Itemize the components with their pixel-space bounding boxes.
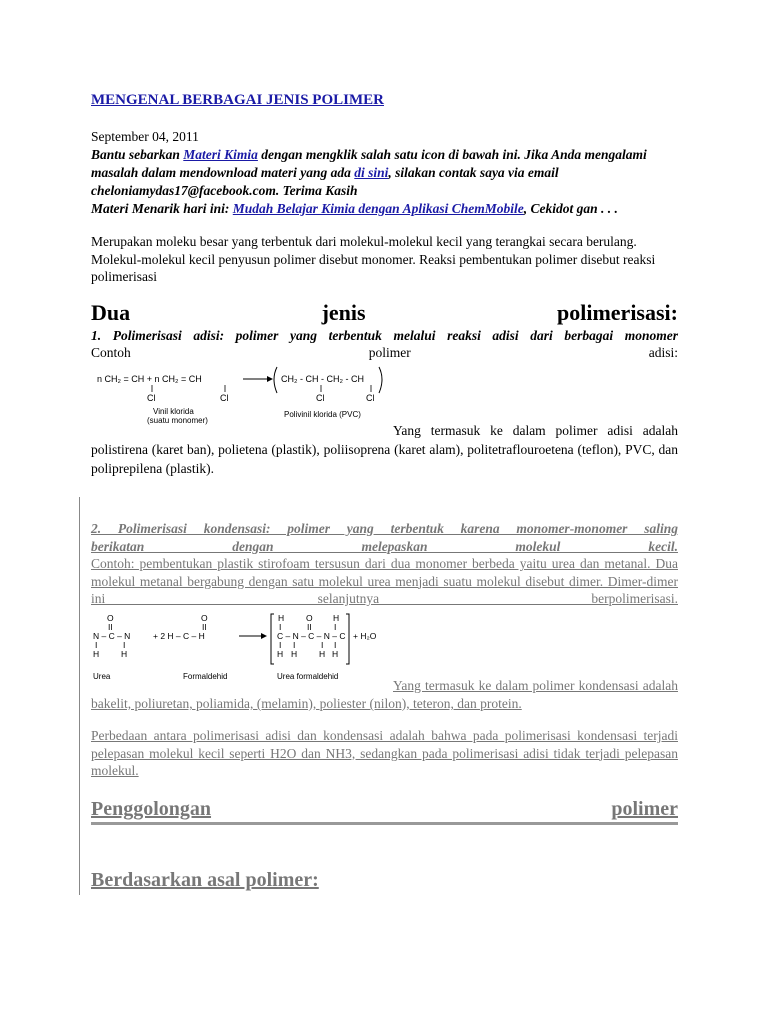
featured-suffix: , Cekidot gan . . . — [523, 201, 618, 216]
di-sini-link[interactable]: di sini — [354, 165, 389, 180]
formaldehid-middle: + 2 H – C – H — [153, 631, 205, 641]
share-notice — [91, 146, 678, 200]
reaction-right: CH₂ - CH - CH₂ - CH — [281, 374, 364, 384]
svg-text:I: I — [334, 640, 337, 650]
bracket-left — [274, 367, 277, 393]
heading-word: Penggolongan — [91, 798, 212, 820]
contoh-word: polimer — [368, 345, 411, 360]
cl-atom: Cl — [316, 393, 325, 403]
heading-word: jenis — [321, 300, 366, 325]
bracket-right — [346, 614, 349, 664]
label-monomer: (suatu monomer) — [147, 416, 208, 425]
post-date: September 04, 2011 — [91, 129, 199, 144]
share-mid: dengan mengklik salah satu icon di bawah ini. Jika Anda mengalami masalah dalam mendownload materi yang ada — [91, 147, 647, 180]
svg-text:O: O — [306, 613, 313, 623]
kondensasi-title-1: 2. Polimerisasi kondensasi: polimer yang terbentuk karena monomer-monomer saling — [91, 521, 678, 536]
svg-text:C – N – C – N – C: C – N – C – N – C — [277, 631, 346, 641]
featured-notice — [91, 200, 678, 218]
svg-text:H: H — [277, 649, 284, 659]
materi-kimia-link[interactable]: Materi Kimia — [183, 147, 258, 162]
label-urea: Urea — [93, 672, 111, 681]
adisi-examples-text: Yang termasuk ke dalam polimer adisi adalah polistirena (karet ban), polietena (plastik), poliisoprena (karet alam), politetraflouroetena (teflon), PVC, dan poliprepilena (plastik). — [91, 423, 678, 476]
heading-penggolongan — [91, 798, 678, 821]
svg-text:N – C – N: N – C – N — [93, 631, 131, 641]
page-title[interactable]: MENGENAL BERBAGAI JENIS POLIMER — [91, 92, 384, 108]
svg-text:II: II — [307, 622, 312, 632]
kondensasi-section — [91, 520, 678, 608]
kondensasi-contoh: Contoh: pembentukan plastik stirofoam tersusun dari dua monomer berbeda yaitu urea dan metanal. Dua molekul metanal bergabung dengan satu molekul urea menjadi suatu molekul disebut dimer. Dimer-dimer ini selanjutnya berpolimerisasi. — [91, 556, 678, 606]
post-meta — [91, 128, 678, 218]
reaction-left: n CH₂ = CH + n CH₂ = CH — [97, 374, 202, 384]
svg-text:I: I — [279, 622, 282, 632]
svg-text:II: II — [108, 622, 113, 632]
urea-structure — [93, 613, 130, 659]
water-product: + H₂O — [353, 631, 377, 641]
cl-atom: Cl — [366, 393, 375, 403]
contoh-adisi-row — [91, 345, 678, 361]
chemmobile-link[interactable]: Mudah Belajar Kimia dengan Aplikasi ChemMobile — [232, 201, 524, 216]
label-urea-formaldehid: Urea formaldehid — [277, 672, 339, 681]
share-suffix: , silakan contak saya via email cheloniamydas17@facebook.com. Terima Kasih — [91, 165, 559, 198]
heading-asal-polimer: Berdasarkan asal polimer: — [91, 869, 319, 891]
svg-text:H: H — [333, 613, 340, 623]
svg-text:I: I — [334, 622, 337, 632]
svg-text:I: I — [293, 640, 296, 650]
svg-text:H: H — [291, 649, 298, 659]
adisi-title: 1. Polimerisasi adisi: polimer yang terbentuk melalui reaksi adisi dari berbagai monomer — [91, 328, 678, 343]
svg-text:I: I — [123, 640, 126, 650]
label-pvc: Polivinil klorida (PVC) — [284, 410, 361, 419]
label-vinil: Vinil klorida — [153, 407, 194, 416]
left-border-line — [79, 497, 80, 895]
heading-word: polimerisasi: — [557, 300, 678, 325]
svg-text:I: I — [279, 640, 282, 650]
kondensasi-title-2: berikatan dengan melepaskan molekul kecil. — [91, 538, 678, 554]
cl-atom: Cl — [147, 393, 156, 403]
svg-text:I: I — [321, 640, 324, 650]
pvc-reaction-image — [95, 365, 390, 425]
svg-text:O: O — [107, 613, 114, 623]
contoh-word: adisi: — [648, 345, 678, 360]
share-prefix: Bantu sebarkan — [91, 147, 184, 162]
svg-text:H: H — [332, 649, 339, 659]
bracket-left — [271, 614, 274, 664]
urea-formaldehid-image — [91, 612, 391, 684]
svg-text:H: H — [319, 649, 326, 659]
arrow-head — [261, 633, 267, 639]
adisi-examples — [91, 421, 678, 478]
arrow-head — [267, 376, 273, 382]
urea-formaldehid-structure — [277, 613, 346, 659]
formaldehid-structure — [153, 613, 208, 641]
bracket-right — [379, 367, 382, 393]
cl-atom: Cl — [220, 393, 229, 403]
svg-text:I: I — [95, 640, 98, 650]
perbedaan-paragraph: Perbedaan antara polimerisasi adisi dan kondensasi adalah bahwa pada polimerisasi kondensasi terjadi pelepasan molekul kecil seperti H2O dan NH3, sedangkan pada polimerisasi adisi tidak terjadi pelepasan molekul. — [91, 728, 678, 778]
featured-prefix: Materi Menarik hari ini: — [91, 201, 233, 216]
intro-paragraph: Merupakan moleku besar yang terbentuk dari molekul-molekul kecil yang terangkai secara berulang. Molekul-molekul kecil penyusun polimer disebut monomer. Reaksi pembentukan polimer disebut reaksi polimerisasi — [91, 234, 656, 284]
svg-text:II: II — [202, 622, 207, 632]
svg-text:H: H — [121, 649, 128, 659]
heading-word: Dua — [91, 300, 131, 325]
svg-text:O: O — [201, 613, 208, 623]
svg-text:H: H — [278, 613, 285, 623]
heading-dua-jenis — [91, 300, 678, 326]
svg-text:H: H — [93, 649, 100, 659]
contoh-word: Contoh — [91, 345, 131, 360]
heading-underline — [91, 822, 678, 825]
label-formaldehid: Formaldehid — [183, 672, 228, 681]
heading-word: polimer — [611, 798, 678, 820]
kondensasi-examples-text: Yang termasuk ke dalam polimer kondensasi adalah bakelit, poliuretan, poliamida, (melamin), poliester (nilon), teteron, dan protein. — [91, 678, 678, 711]
kondensasi-examples — [91, 677, 678, 713]
